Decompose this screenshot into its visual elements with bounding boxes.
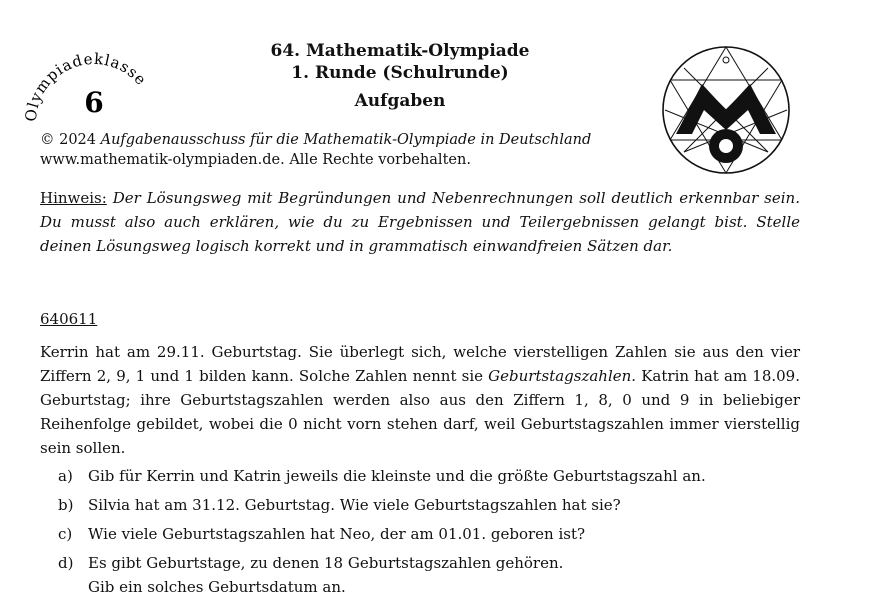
copyright-prefix: © 2024	[40, 132, 101, 148]
subquestion-text: Wie viele Geburtstagszahlen hat Neo, der am 01.01. geboren ist?	[88, 525, 586, 543]
subquestion-label: b)	[58, 496, 74, 514]
hint-text: Der Lösungsweg mit Begründungen und Nebenrechnungen soll deutlich erkennbar sein. Du musst also auch erklären, wie du zu Ergebnissen und Teilergebnissen gelangt bist. Stelle deinen Lösungsweg logisch korrekt und in grammatisch einwandfreien Sätzen dar.	[40, 189, 800, 255]
subquestion-text-line2: Gib ein solches Geburtsdatum an.	[88, 578, 346, 596]
subquestion-text: Gib für Kerrin und Katrin jeweils die kleinste und die größte Geburtstagszahl an.	[88, 467, 706, 485]
header-title	[240, 40, 560, 112]
hint-label: Hinweis:	[40, 189, 107, 207]
subquestion-label: d)	[58, 554, 74, 572]
subquestion-a	[58, 464, 798, 488]
grade-number: 6	[84, 86, 104, 119]
subquestion-d	[58, 551, 798, 599]
problem-intro-b: Katrin hat am 18.09. Geburtstag; ihre Geburtstagszahlen werden also aus den Ziffern 1, 8, 0 und 9 in beliebiger Reihenfolge gebildet, wobei die 0 nicht vorn stehen darf, weil Geburtstagszahlen immer vierstellig sein sollen.	[40, 367, 800, 457]
problem-statement	[40, 340, 800, 460]
copyright-notice	[40, 130, 591, 170]
copyright-committee: Aufgabenausschuss für die Mathematik-Olympiade in Deutschland	[100, 132, 592, 148]
subquestion-list	[58, 464, 798, 604]
grade-badge	[14, 30, 174, 140]
round-title: 1. Runde (Schulrunde)	[291, 63, 509, 83]
subquestion-label: c)	[58, 525, 73, 543]
hint-paragraph	[40, 186, 800, 258]
section-title: Aufgaben	[354, 91, 446, 111]
problem-term: Geburtstagszahlen.	[488, 367, 637, 385]
problem-intro-a: Kerrin hat am 29.11. Geburtstag. Sie überlegt sich, welche vierstelligen Zahlen sie aus den vier Ziffern 2, 9, 1 und 1 bilden kann. Solche Zahlen nennt sie	[40, 343, 800, 385]
task-number: 640611	[40, 310, 98, 328]
copyright-website: www.mathematik-olympiaden.de. Alle Rechte vorbehalten.	[40, 152, 471, 168]
badge-arc-text: Olympiadeklasse	[21, 49, 151, 123]
subquestion-text	[88, 551, 798, 599]
mo-logo	[660, 44, 792, 176]
subquestion-text-line1: Es gibt Geburtstage, zu denen 18 Geburtstagszahlen gehören.	[88, 554, 564, 572]
subquestion-c	[58, 522, 798, 546]
subquestion-text: Silvia hat am 31.12. Geburtstag. Wie viele Geburtstagszahlen hat sie?	[88, 496, 621, 514]
olympiad-title: 64. Mathematik-Olympiade	[270, 41, 530, 61]
subquestion-b	[58, 493, 798, 517]
subquestion-label: a)	[58, 467, 73, 485]
